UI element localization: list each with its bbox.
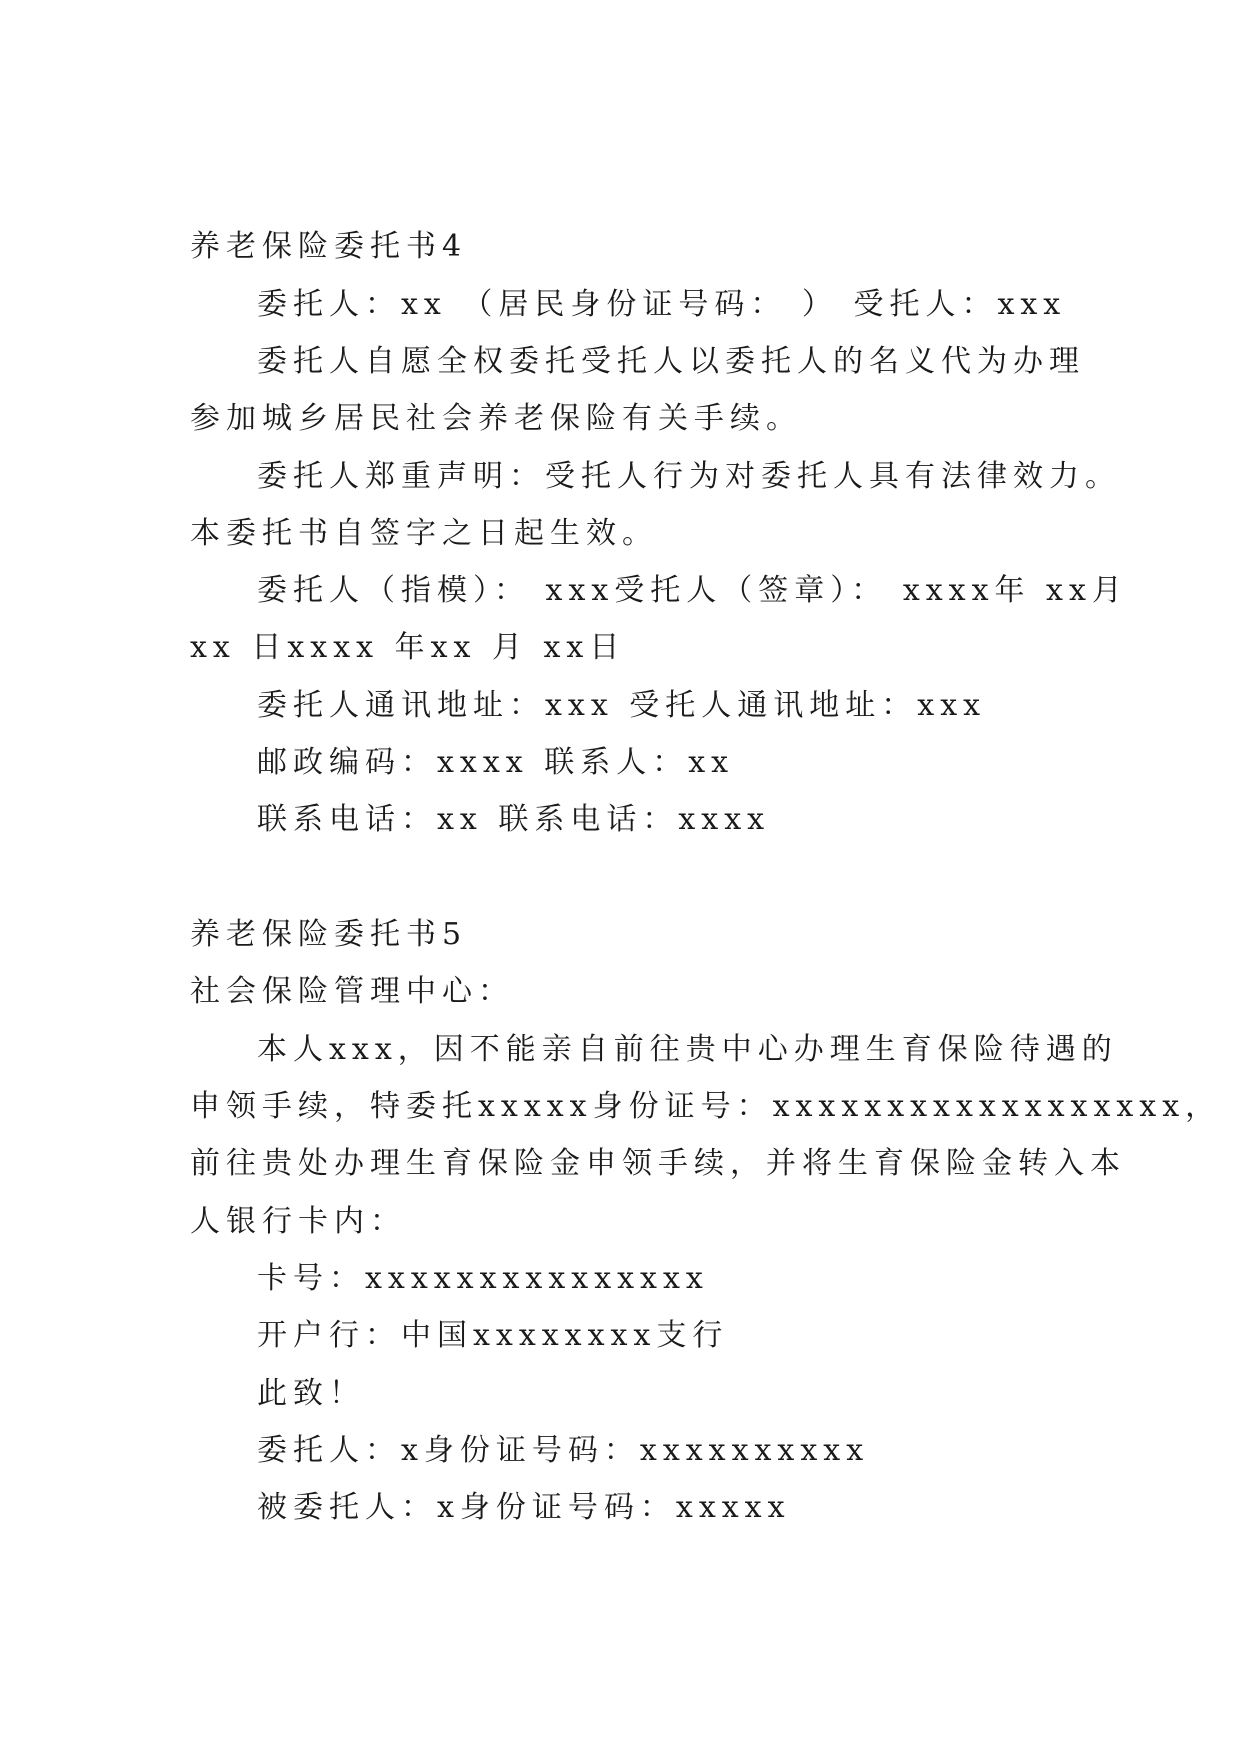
section-title-5: 养老保险委托书5 xyxy=(190,917,468,952)
paragraph-line: 本委托书自签字之日起生效。 xyxy=(190,516,658,551)
paragraph-line: 联系电话：xx 联系电话：xxxx xyxy=(257,802,771,837)
paragraph-line: 委托人自愿全权委托受托人以委托人的名义代为办理 xyxy=(257,344,1085,379)
paragraph-line: 委托人：xx （居民身份证号码： ） 受托人：xxx xyxy=(257,287,1067,322)
paragraph-line: 被委托人：x身份证号码：xxxxx xyxy=(257,1490,791,1525)
paragraph-line: 申领手续，特委托xxxxx身份证号：xxxxxxxxxxxxxxxxxx， xyxy=(190,1089,1222,1124)
paragraph-line: 委托人通讯地址：xxx 受托人通讯地址：xxx xyxy=(257,688,987,723)
paragraph-line: 委托人（指模）： xxx受托人（签章）： xxxx年 xx月 xyxy=(257,573,1128,608)
paragraph-line: 此致！ xyxy=(257,1376,365,1411)
paragraph-line: 参加城乡居民社会养老保险有关手续。 xyxy=(190,401,802,436)
paragraph-line: 本人xxx，因不能亲自前往贵中心办理生育保险待遇的 xyxy=(257,1032,1118,1067)
paragraph-line: 邮政编码：xxxx 联系人：xx xyxy=(257,745,735,780)
paragraph-line: 人银行卡内： xyxy=(190,1204,406,1239)
section-title-4: 养老保险委托书4 xyxy=(190,229,468,264)
paragraph-line: xx 日xxxx 年xx 月 xx日 xyxy=(190,630,626,665)
paragraph-line: 开户行：中国xxxxxxxx支行 xyxy=(257,1318,729,1353)
paragraph-line: 社会保险管理中心： xyxy=(190,974,514,1009)
paragraph-line: 卡号：xxxxxxxxxxxxxxx xyxy=(257,1261,709,1296)
paragraph-line: 前往贵处办理生育保险金申领手续，并将生育保险金转入本 xyxy=(190,1146,1126,1181)
paragraph-line: 委托人：x身份证号码：xxxxxxxxxx xyxy=(257,1433,870,1468)
paragraph-line: 委托人郑重声明：受托人行为对委托人具有法律效力。 xyxy=(257,459,1121,494)
